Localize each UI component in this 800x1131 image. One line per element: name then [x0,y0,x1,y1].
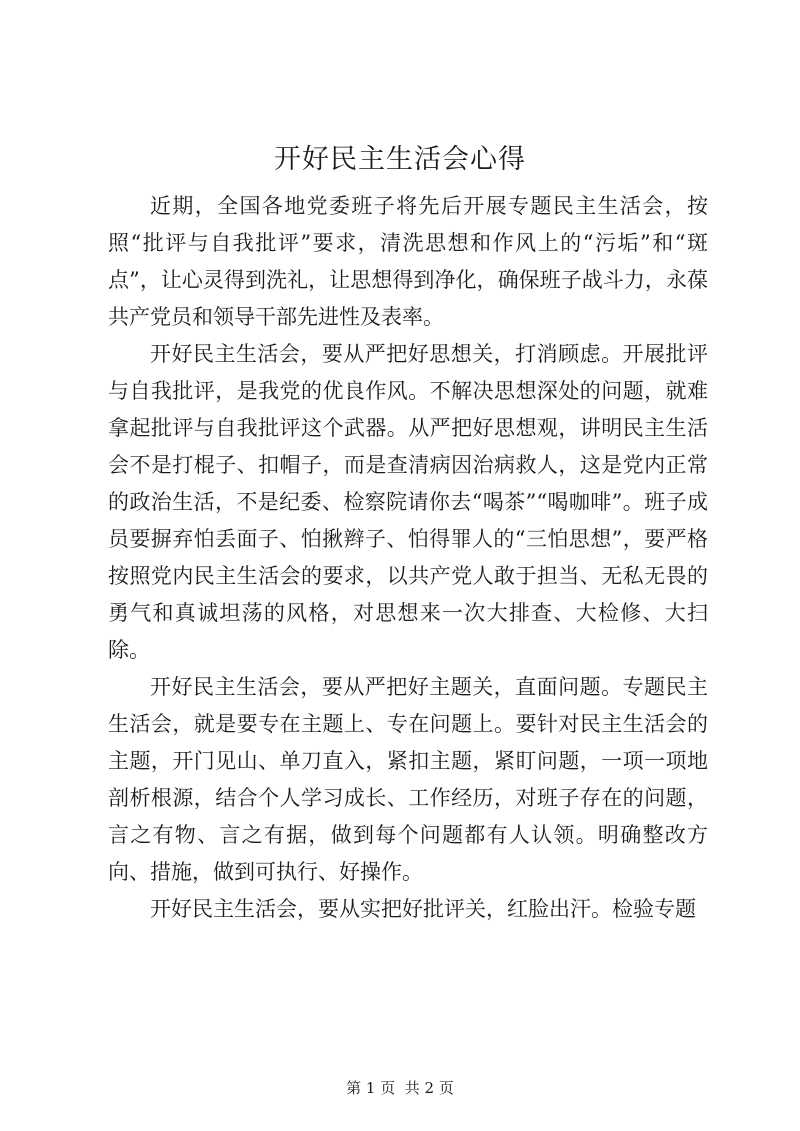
paragraph: 开好民主生活会，要从严把好思想关，打消顾虑。开展批评与自我批评，是我党的优良作风。不解决思想深处的问题，就难拿起批评与自我批评这个武器。从严把好思想观，讲明民主生活会不是打棍子、扣帽子，而是查清病因治病救人，这是党内正常的政治生活，不是纪委、检察院请你去“喝茶”“喝咖啡”。班子成员要摒弃怕丢面子、怕揪辫子、怕得罪人的“三怕思想”，要严格按照党内民主生活会的要求，以共产党人敢于担当、无私无畏的勇气和真诚坦荡的风格，对思想来一次大排查、大检修、大扫除。 [108,342,708,662]
page-number: 第 1 页 共 2 页 [346,1079,454,1097]
page-footer [0,1078,800,1098]
document-body [108,188,708,928]
paragraph: 开好民主生活会，要从实把好批评关，红脸出汗。检验专题 [150,897,696,921]
paragraph: 近期，全国各地党委班子将先后开展专题民主生活会，按照“批评与自我批评”要求，清洗思想和作风上的“污垢”和“斑点”，让心灵得到洗礼，让思想得到净化，确保班子战斗力，永葆共产党员和领导干部先进性及表率。 [108,194,708,329]
document-title: 开好民主生活会心得 [274,144,526,175]
paragraph: 开好民主生活会，要从严把好主题关，直面问题。专题民主生活会，就是要专在主题上、专在问题上。要针对民主生活会的主题，开门见山、单刀直入，紧扣主题，紧盯问题，一项一项地剖析根源，结合个人学习成长、工作经历，对班子存在的问题，言之有物、言之有据，做到每个问题都有人认领。明确整改方向、措施，做到可执行、好操作。 [108,675,708,884]
